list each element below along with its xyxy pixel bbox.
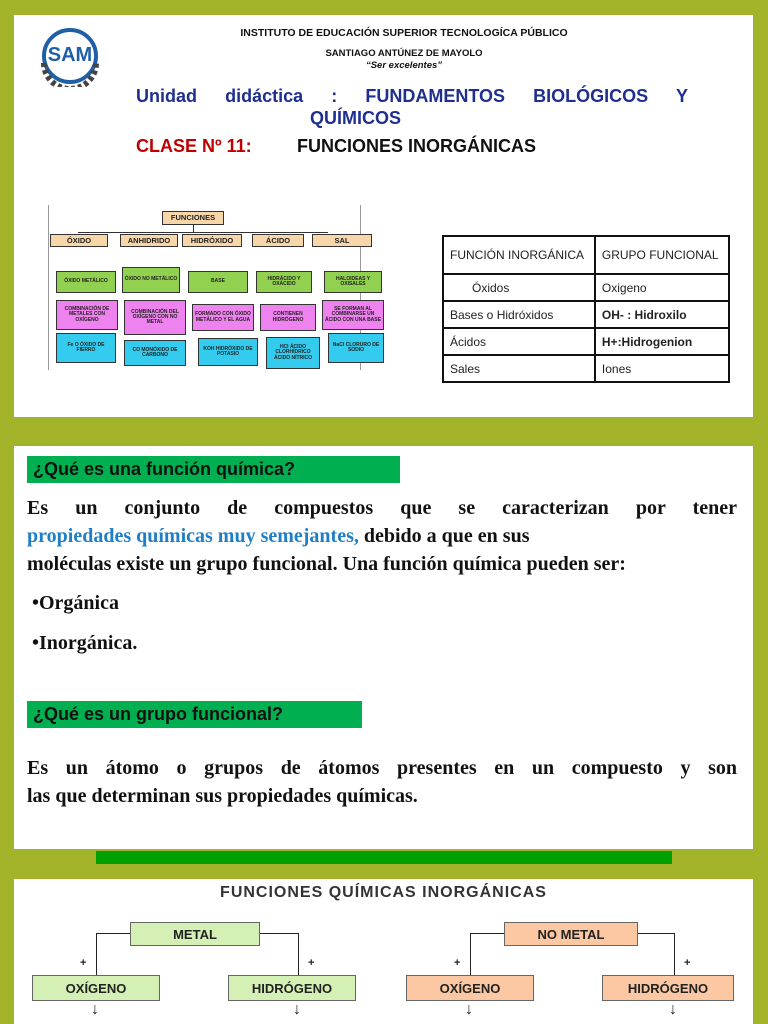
oxigeno-box: OXÍGENO <box>32 975 160 1001</box>
plus-sign: + <box>308 957 315 969</box>
table-cell: Sales <box>443 355 595 382</box>
diagram-row1: ÓXIDO NO METÁLICO <box>122 267 180 293</box>
question-chemical-function: ¿Qué es una función química? <box>27 456 400 483</box>
table-cell: OH- : Hidroxilo <box>595 301 729 328</box>
table-cell: Óxidos <box>443 274 595 301</box>
header-panel <box>14 15 753 417</box>
list-item: •Orgánica <box>32 592 119 614</box>
diagram-row1: HALOIDEAS Y OXISALES <box>324 271 382 293</box>
question-functional-group: ¿Qué es un grupo funcional? <box>27 701 362 728</box>
logo-text: SAM <box>47 44 93 66</box>
table-header-cell: GRUPO FUNCIONAL <box>595 236 729 274</box>
diagram-header: ANHIDRIDO <box>120 234 178 247</box>
table-cell: H+:Hidrogenion <box>595 328 729 355</box>
diagram-row3-extra: ÁCIDO NÍTRICO <box>273 354 313 361</box>
plus-sign: + <box>80 957 87 969</box>
table-row <box>443 355 729 382</box>
diagram-row2: SE FORMAN AL COMBINARSE UN ÁCIDO CON UNA BASE <box>322 300 384 330</box>
hidrogeno-box: HIDRÓGENO <box>602 975 734 1001</box>
diagram-header: SAL <box>312 234 372 247</box>
highlight-text: propiedades químicas muy semejantes, <box>27 525 359 547</box>
clase-title: FUNCIONES INORGÁNICAS <box>297 136 537 156</box>
diagram-row3: Fe O ÓXIDO DE FIERRO <box>56 333 116 363</box>
diagram-row1: BASE <box>188 271 248 293</box>
definition-text: debido a que en sus <box>358 525 530 547</box>
definition-line: las que determinan sus propiedades químicas. <box>27 785 418 807</box>
table-header-row <box>443 236 729 274</box>
definitions-panel <box>14 446 753 849</box>
diagram-header: ÁCIDO <box>252 234 304 247</box>
diagram-row2: COMBINACIÓN DE METALES CON OXÍGENO <box>56 300 118 330</box>
diagram-row2: FORMADO CON ÓXIDO METÁLICO Y EL AGUA <box>192 304 254 331</box>
diagram-row3 <box>266 337 320 369</box>
down-arrow-icon: ↓ <box>91 1001 99 1018</box>
table-cell: Iones <box>595 355 729 382</box>
diagram-root: FUNCIONES <box>162 211 224 225</box>
functional-group-table <box>442 235 730 383</box>
diagram-row2: COMBINACIÓN DEL OXÍGENO CON NO METAL <box>124 300 186 335</box>
divider-bar <box>96 851 672 864</box>
institute-name: INSTITUTO DE EDUCACIÓN SUPERIOR TECNOLOGÍCA PÚBLICO <box>240 27 568 39</box>
table-cell: Oxigeno <box>595 274 729 301</box>
unidad-title-cont: QUÍMICOS <box>310 108 402 128</box>
down-arrow-icon: ↓ <box>465 1001 473 1018</box>
definition-line <box>27 522 737 550</box>
diagram-header: ÓXIDO <box>50 234 108 247</box>
diagram-row3-text: HCl ÁCIDO CLORHÍDRICO <box>275 344 311 356</box>
clase-label: CLASE Nº 11: <box>136 136 252 156</box>
down-arrow-icon: ↓ <box>669 1001 677 1018</box>
down-arrow-icon: ↓ <box>293 1001 301 1018</box>
plus-sign: + <box>454 957 461 969</box>
table-cell: Ácidos <box>443 328 595 355</box>
diagram-row1: ÓXIDO METÁLICO <box>56 271 116 293</box>
diagram-row3: NaCl CLORURO DE SODIO <box>328 333 384 363</box>
diagram-row3: CO MONÓXIDO DE CARBONO <box>124 340 186 366</box>
no-metal-box: NO METAL <box>504 922 638 946</box>
functions-diagram <box>38 205 381 370</box>
table-header-cell: FUNCIÓN INORGÁNICA <box>443 236 595 274</box>
school-name: SANTIAGO ANTÚNEZ DE MAYOLO <box>325 48 483 59</box>
sam-logo-icon <box>34 25 106 87</box>
table-cell: Bases o Hidróxidos <box>443 301 595 328</box>
hidrogeno-box: HIDRÓGENO <box>228 975 356 1001</box>
definition-line: Es un átomo o grupos de átomos presentes en un compuesto y son <box>27 757 737 779</box>
diagram-row1: HIDRÁCIDO Y OXÁCIDO <box>256 271 312 293</box>
plus-sign: + <box>684 957 691 969</box>
diagram-row3: KOH HIDRÓXIDO DE POTASIO <box>198 338 258 366</box>
section-title: FUNCIONES QUÍMICAS INORGÁNICAS <box>220 884 547 901</box>
table-row <box>443 274 729 301</box>
diagram-row2: CONTIENEN HIDRÓGENO <box>260 304 316 331</box>
definition-line: Es un conjunto de compuestos que se caracterizan por tener <box>27 497 737 519</box>
list-item: •Inorgánica. <box>32 632 138 654</box>
diagram-header: HIDRÓXIDO <box>182 234 242 247</box>
oxigeno-box: OXÍGENO <box>406 975 534 1001</box>
definition-line: moléculas existe un grupo funcional. Una función química pueden ser: <box>27 553 626 575</box>
table-row <box>443 328 729 355</box>
motto: “Ser excelentes” <box>365 60 443 71</box>
table-row <box>443 301 729 328</box>
metal-box: METAL <box>130 922 260 946</box>
unidad-title: Unidad didáctica : FUNDAMENTOS BIOLÓGICOS Y <box>136 86 688 106</box>
inorganic-functions-panel <box>14 879 753 1024</box>
